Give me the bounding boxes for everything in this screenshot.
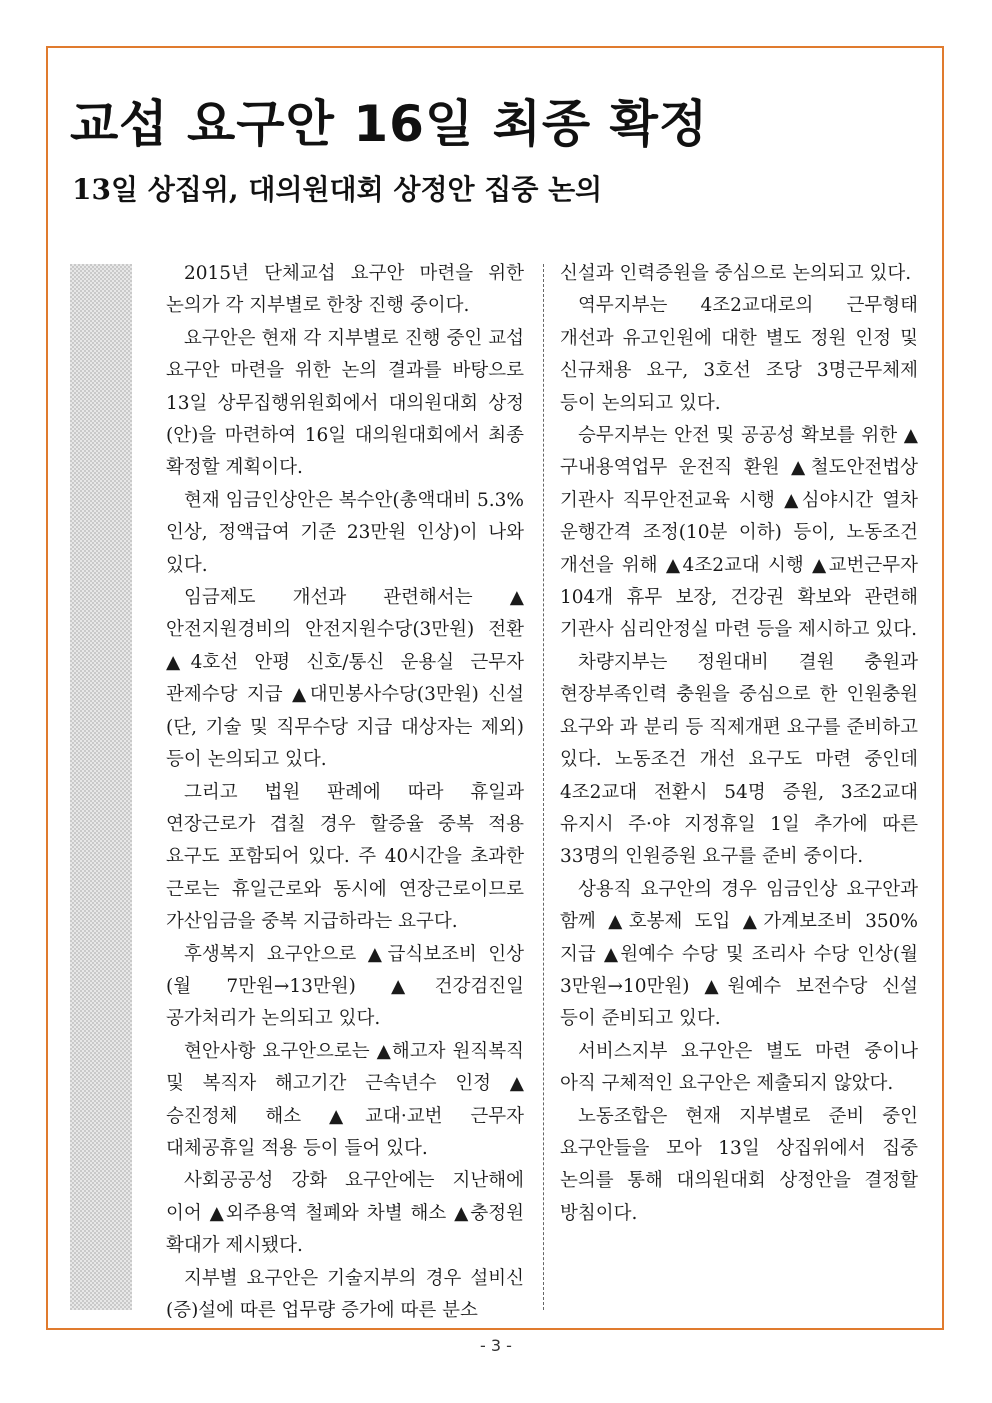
paragraph: 그리고 법원 판례에 따라 휴일과 연장근로가 겹칠 경우 할증율 중복 적용 요구도 포함되어 있다. 주 40시간을 초과한 근로는 휴일근로와 동시에 연장근로이므로 가산임금을 중복 지급하라는 요구다.	[166, 781, 524, 933]
article-headline: 교섭 요구안 16일 최종 확정	[70, 95, 709, 153]
paragraph: 역무지부는 4조2교대로의 근무형태 개선과 유고인원에 대한 별도 정원 인정 및 신규채용 요구, 3호선 조당 3명근무체제 등이 논의되고 있다.	[560, 295, 918, 414]
left-column	[166, 258, 524, 1318]
decorative-side-bar	[70, 264, 132, 1310]
paragraph: 지부별 요구안은 기술지부의 경우 설비신(증)설에 따른 업무량 증가에 따른 분소	[166, 1267, 524, 1318]
paragraph: 차량지부는 정원대비 결원 충원과 현장부족인력 충원을 중심으로 한 인원충원 요구와 과 분리 등 직제개편 요구를 준비하고 있다. 노동조건 개선 요구도 마련 중인데 4조2교대 전환시 54명 증원, 3조2교대 유지시 주·야 지정휴일 1일 추가에 따른 33명의 인원증원 요구를 준비 중이다.	[560, 651, 918, 868]
paragraph: 서비스지부 요구안은 별도 마련 중이나 아직 구체적인 요구안은 제출되지 않았다.	[560, 1040, 918, 1095]
paragraph: 노동조합은 현재 지부별로 준비 중인 요구안들을 모아 13일 상집위에서 집중 논의를 통해 대의원대회 상정안을 결정할 방침이다.	[560, 1105, 918, 1224]
column-divider	[543, 264, 544, 1310]
paragraph: 현안사항 요구안으로는 ▲해고자 원직복직 및 복직자 해고기간 근속년수 인정 ▲승진정체 해소 ▲교대·교번 근무자 대체공휴일 적용 등이 들어 있다.	[166, 1040, 524, 1159]
right-column	[560, 258, 918, 1318]
paragraph: 사회공공성 강화 요구안에는 지난해에 이어 ▲외주용역 철폐와 차별 해소 ▲충정원 확대가 제시됐다.	[166, 1170, 524, 1257]
paragraph: 현재 임금인상안은 복수안(총액대비 5.3%인상, 정액급여 기준 23만원 인상)이 나와 있다.	[166, 489, 524, 576]
paragraph: 후생복지 요구안으로 ▲급식보조비 인상(월 7만원→13만원) ▲건강검진일 공가처리가 논의되고 있다.	[166, 943, 524, 1030]
article-subheadline: 13일 상집위, 대의원대회 상정안 집중 논의	[72, 173, 603, 206]
paragraph: 승무지부는 안전 및 공공성 확보를 위한 ▲구내용역업무 운전직 환원 ▲철도안전법상 기관사 직무안전교육 시행 ▲심야시간 열차 운행간격 조정(10분 이하) 등이, 노동조건 개선을 위해 ▲4조2교대 시행 ▲교번근무자 104개 휴무 보장, 건강권 확보와 관련해 기관사 심리안정실 마련 등을 제시하고 있다.	[560, 425, 918, 641]
paragraph: 임금제도 개선과 관련해서는 ▲안전지원경비의 안전지원수당(3만원) 전환 ▲4호선 안평 신호/통신 운용실 근무자 관제수당 지급 ▲대민봉사수당(3만원) 신설(단, 기술 및 직무수당 지급 대상자는 제외) 등이 논의되고 있다.	[166, 587, 524, 771]
paragraph: 상용직 요구안의 경우 임금인상 요구안과 함께 ▲호봉제 도입 ▲가계보조비 350% 지급 ▲원예수 수당 및 조리사 수당 인상(월 3만원→10만원) ▲원예수 보전수당 신설 등이 준비되고 있다.	[560, 878, 918, 1030]
paragraph-continued: 신설과 인력증원을 중심으로 논의되고 있다.	[560, 263, 912, 284]
paragraph: 요구안은 현재 각 지부별로 진행 중인 교섭 요구안 마련을 위한 논의 결과를 바탕으로 13일 상무집행위원회에서 대의원대회 상정(안)을 마련하여 16일 대의원대회에서 최종 확정할 계획이다.	[166, 327, 524, 479]
paragraph: 2015년 단체교섭 요구안 마련을 위한 논의가 각 지부별로 한창 진행 중이다.	[166, 263, 524, 317]
page-number: - 3 -	[480, 1336, 512, 1355]
